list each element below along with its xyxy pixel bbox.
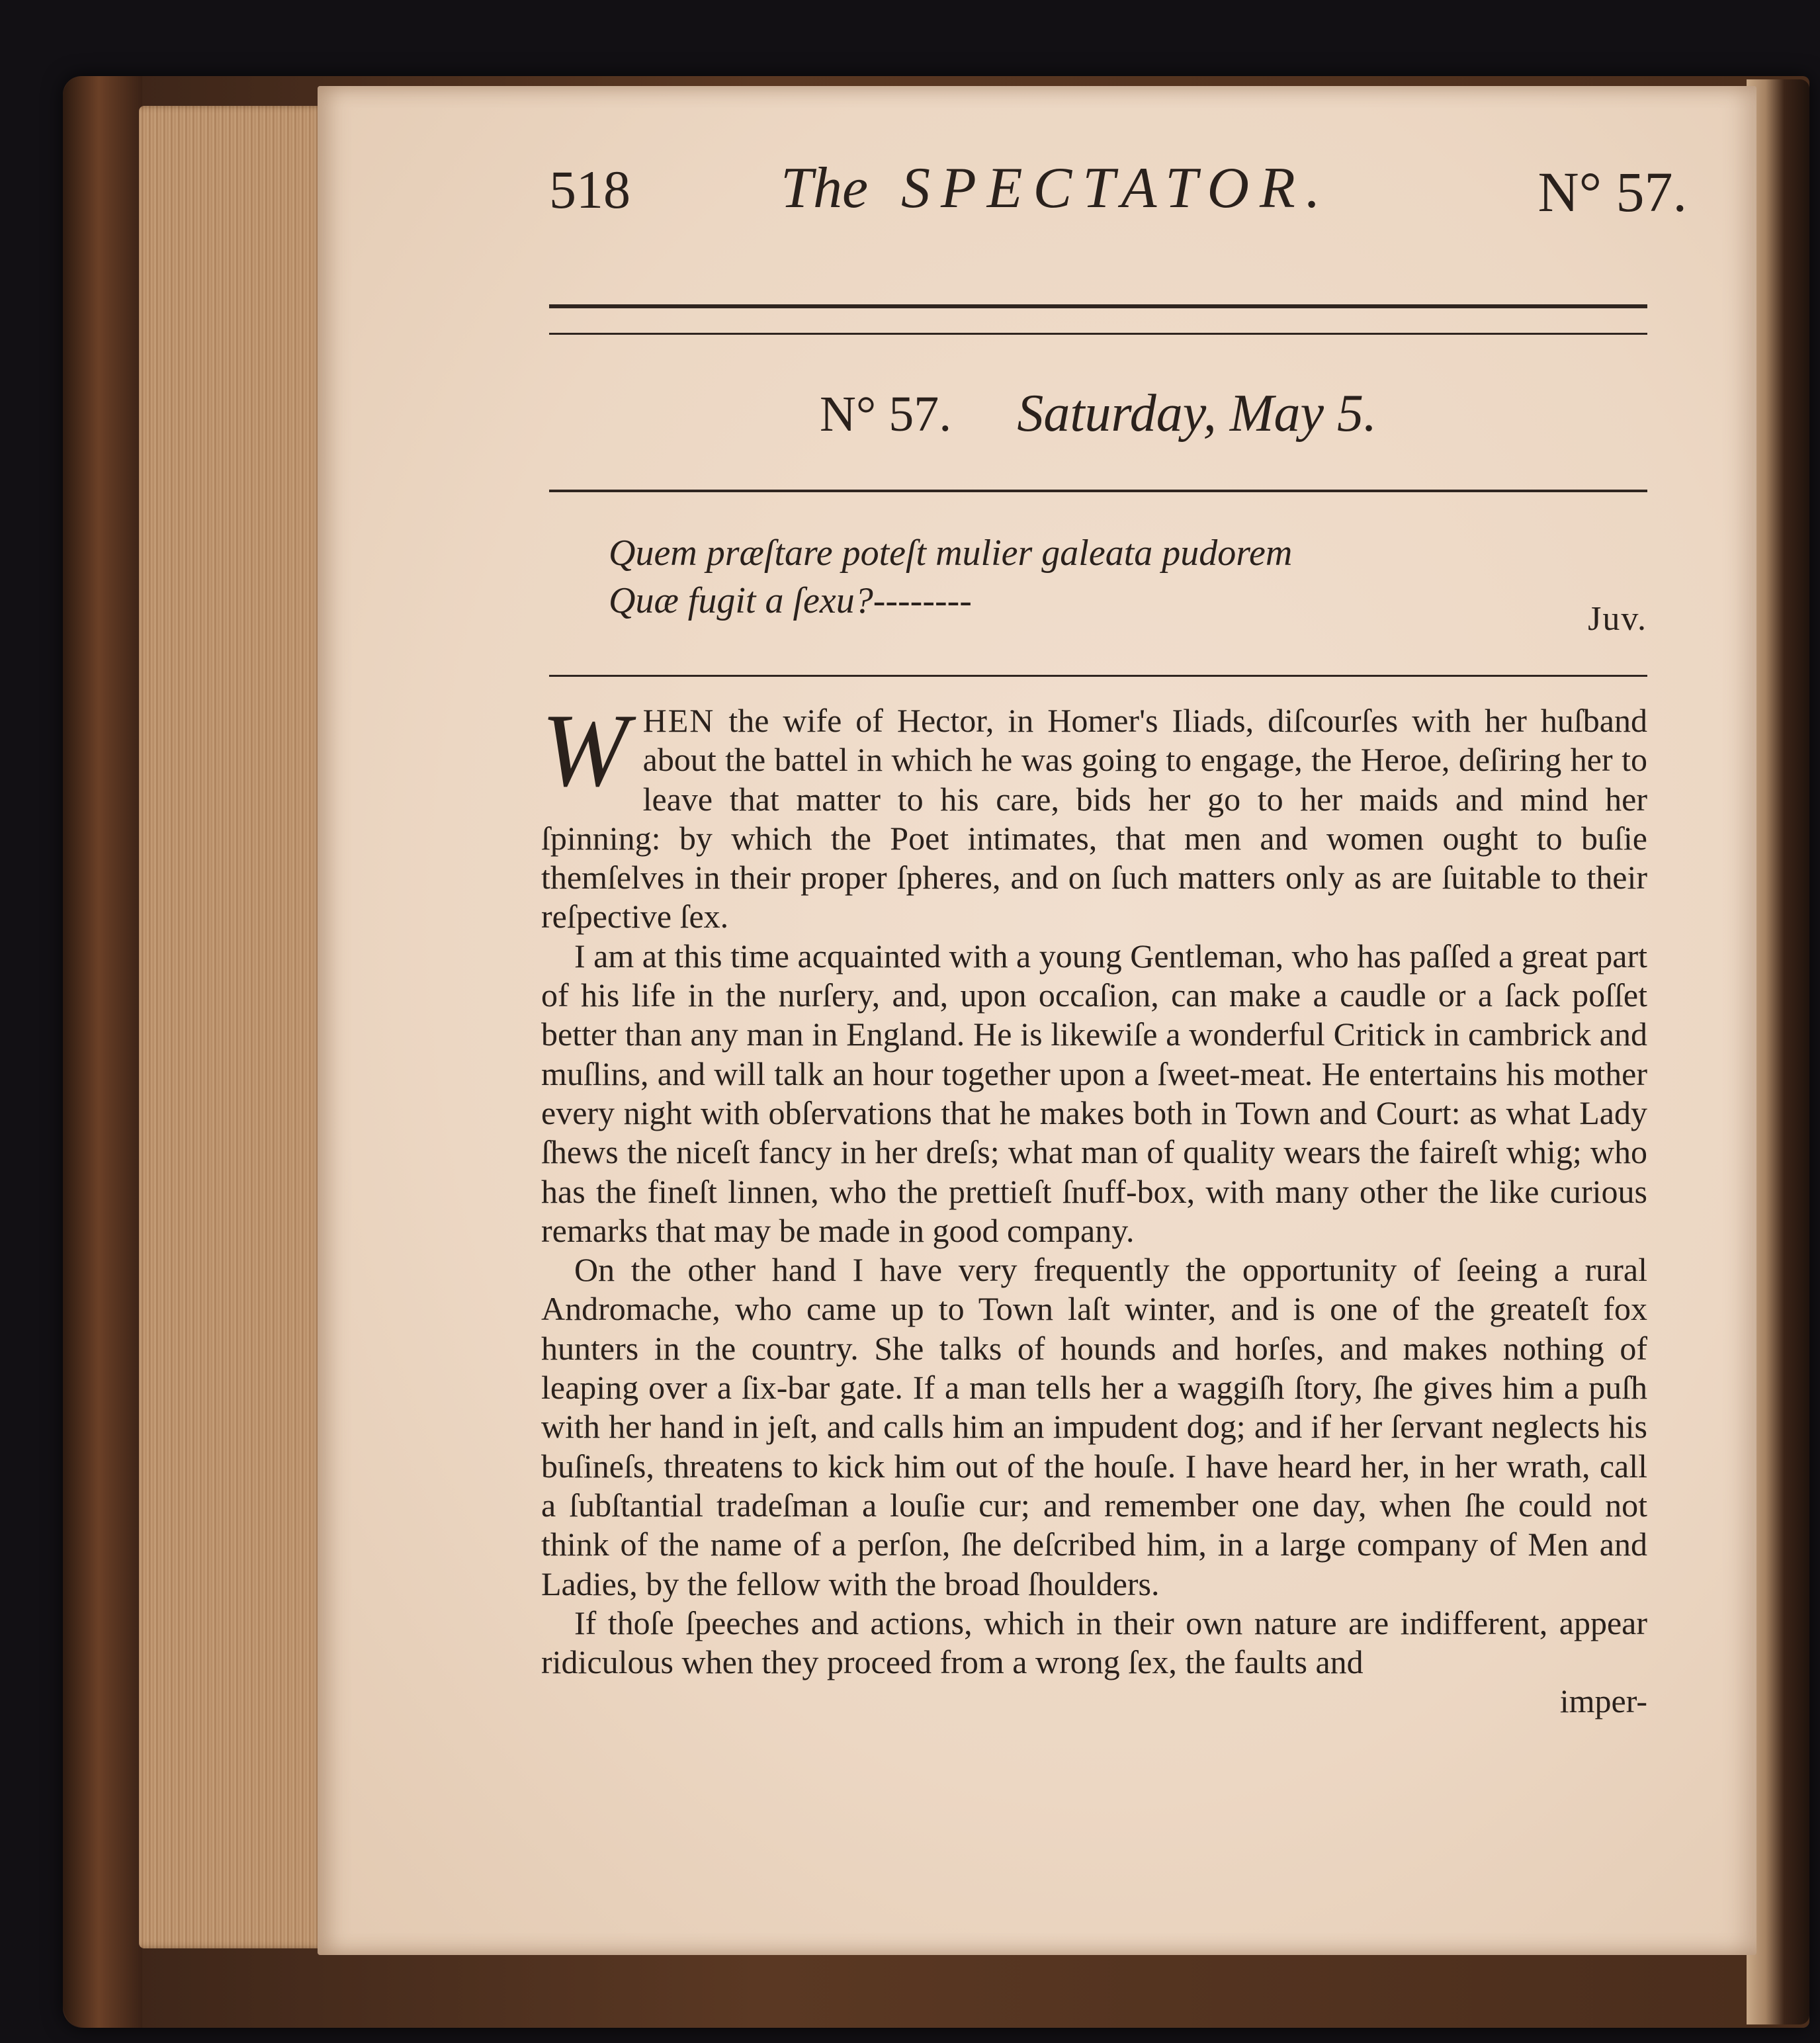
- essay-body: [541, 693, 1647, 1721]
- rule-top-thin: [549, 333, 1647, 335]
- page-number: 518: [549, 159, 630, 220]
- paragraph-2: I am at this time acquainted with a young Gentleman, who has paſſed a great part of his life in the nurſery, and, upon occaſion, can make a caudle or a ſack poſſet better than any man in England. He is likewiſe a wonderful Critick in cambrick and muſlins, and will talk an hour together upon a ſweet-meat. He entertains his mother every night with obſervations that he makes both in Town and Court: as what Lady ſhews the niceſt fancy in her dreſs; what man of quality wears the faireſt whig; who has the fineſt linnen, who the prettieſt ſnuff-box, with many other the like curious remarks that may be made in good company.: [541, 937, 1647, 1249]
- rule-under-heading: [549, 490, 1647, 492]
- book-spine-cover: [63, 76, 142, 2028]
- rule-top-thick: [549, 304, 1647, 308]
- paragraph-4: If thoſe ſpeeches and actions, which in their own nature are indifferent, appear ridiculous when they proceed from a wrong ſex, the faults and: [541, 1604, 1647, 1681]
- page-edges: [139, 106, 324, 1948]
- running-title: [781, 155, 1331, 222]
- book-page: [318, 86, 1756, 1955]
- running-title-main: SPECTATOR.: [901, 156, 1331, 220]
- paragraph-1-text: the wife of Hector, in Homer's Iliads, diſcourſes with her huſband about the battel in which he was going to engage, the Heroe, deſiring her to leave that matter to his care, bids her go to her maids and mind her ſpinning: by which the Poet intimates, that men and women ought to buſie themſelves in their proper ſpheres, and on ſuch matters only as are ſuitable to their reſpective ſex.: [541, 702, 1647, 935]
- motto: [609, 529, 1647, 638]
- paragraph-3: On the other hand I have very frequently the opportunity of ſeeing a rural Andromache, who came up to Town laſt winter, and is one of the greateſt fox hunters in the country. She talks of hounds and horſes, and makes nothing of leaping over a ſix-bar gate. If a man tells her a waggiſh ſtory, ſhe gives him a puſh with her hand in jeſt, and calls him an impudent dog; and if her ſervant neglects his buſineſs, threatens to kick him out of the houſe. I have heard her, in her wrath, call a ſubſtantial tradeſman a louſie cur; and remember one day, when ſhe could not think of the name of a perſon, ſhe deſcribed him, in a large company of Men and Ladies, by the fellow with the broad ſhoulders.: [541, 1251, 1647, 1602]
- running-title-the: The: [781, 156, 868, 220]
- paragraph-1-lead-in: HEN: [642, 702, 715, 739]
- catchword: imper-: [1559, 1682, 1647, 1720]
- drop-cap: W: [541, 693, 628, 808]
- issue-number: N° 57.: [820, 386, 952, 442]
- running-issue-number: N° 57.: [1538, 160, 1687, 224]
- rule-under-motto: [549, 675, 1647, 677]
- running-head: [549, 156, 1687, 258]
- issue-heading: [549, 384, 1647, 444]
- motto-line-2: Quæ fugit a ſexu?--------: [609, 580, 972, 621]
- motto-line-1: Quem præſtare poteſt mulier galeata pudorem: [609, 533, 1293, 574]
- motto-source: Juv.: [1588, 600, 1647, 638]
- issue-date: Saturday, May 5.: [1017, 384, 1377, 443]
- paragraph-1: [541, 693, 1647, 937]
